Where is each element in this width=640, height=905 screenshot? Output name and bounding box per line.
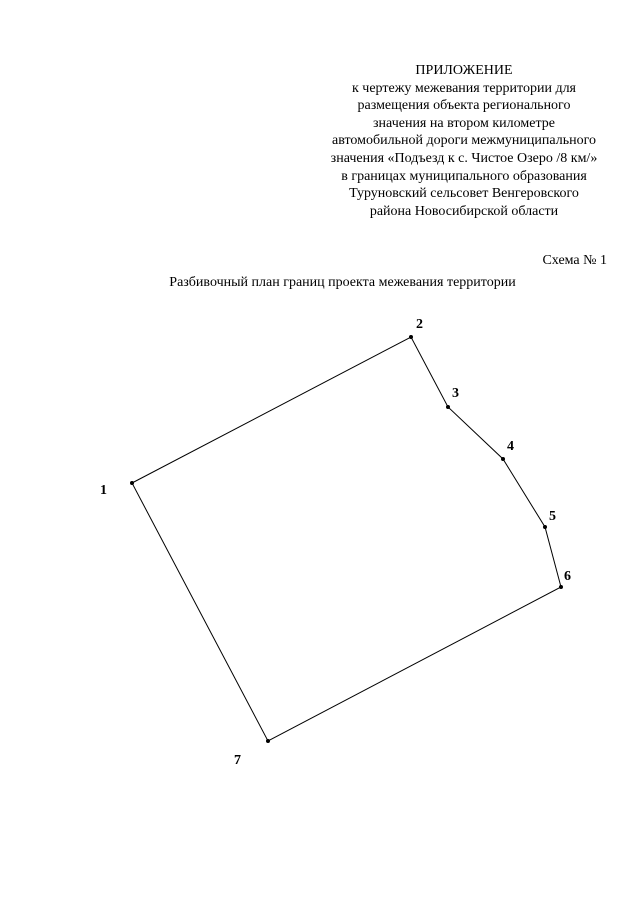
appendix-line: района Новосибирской области (369, 203, 559, 219)
vertex-label-7: 7 (234, 753, 241, 768)
vertex-label-4: 4 (507, 439, 514, 454)
appendix-line: размещения объекта регионального (357, 98, 571, 114)
vertex-point-2 (409, 335, 413, 339)
boundary-polygon (132, 337, 561, 741)
vertex-point-4 (501, 457, 505, 461)
vertex-point-5 (543, 525, 547, 529)
vertex-point-7 (266, 739, 270, 743)
appendix-line: Туруновский сельсовет Венгеровского (349, 186, 579, 202)
appendix-line: к чертежу межевания территории для (351, 80, 576, 96)
appendix-line: значения на втором километре (373, 115, 555, 131)
vertex-label-2: 2 (416, 317, 423, 332)
boundary-vertices (100, 317, 571, 768)
scheme-number: Схема № 1 (542, 253, 607, 268)
appendix-heading: ПРИЛОЖЕНИЕ (415, 63, 513, 78)
appendix-line: значения «Подъезд к с. Чистое Озеро /8 км/» (330, 150, 598, 166)
vertex-point-3 (446, 405, 450, 409)
vertex-label-3: 3 (452, 386, 459, 401)
vertex-label-1: 1 (100, 483, 107, 498)
vertex-point-6 (559, 585, 563, 589)
vertex-label-5: 5 (549, 509, 556, 524)
appendix-line: в границах муниципального образования (341, 168, 587, 184)
plan-title: Разбивочный план границ проекта межевания территории (169, 275, 516, 290)
vertex-point-1 (130, 481, 134, 485)
appendix-line: автомобильной дороги межмуниципального (332, 133, 596, 149)
vertex-label-6: 6 (564, 569, 571, 584)
